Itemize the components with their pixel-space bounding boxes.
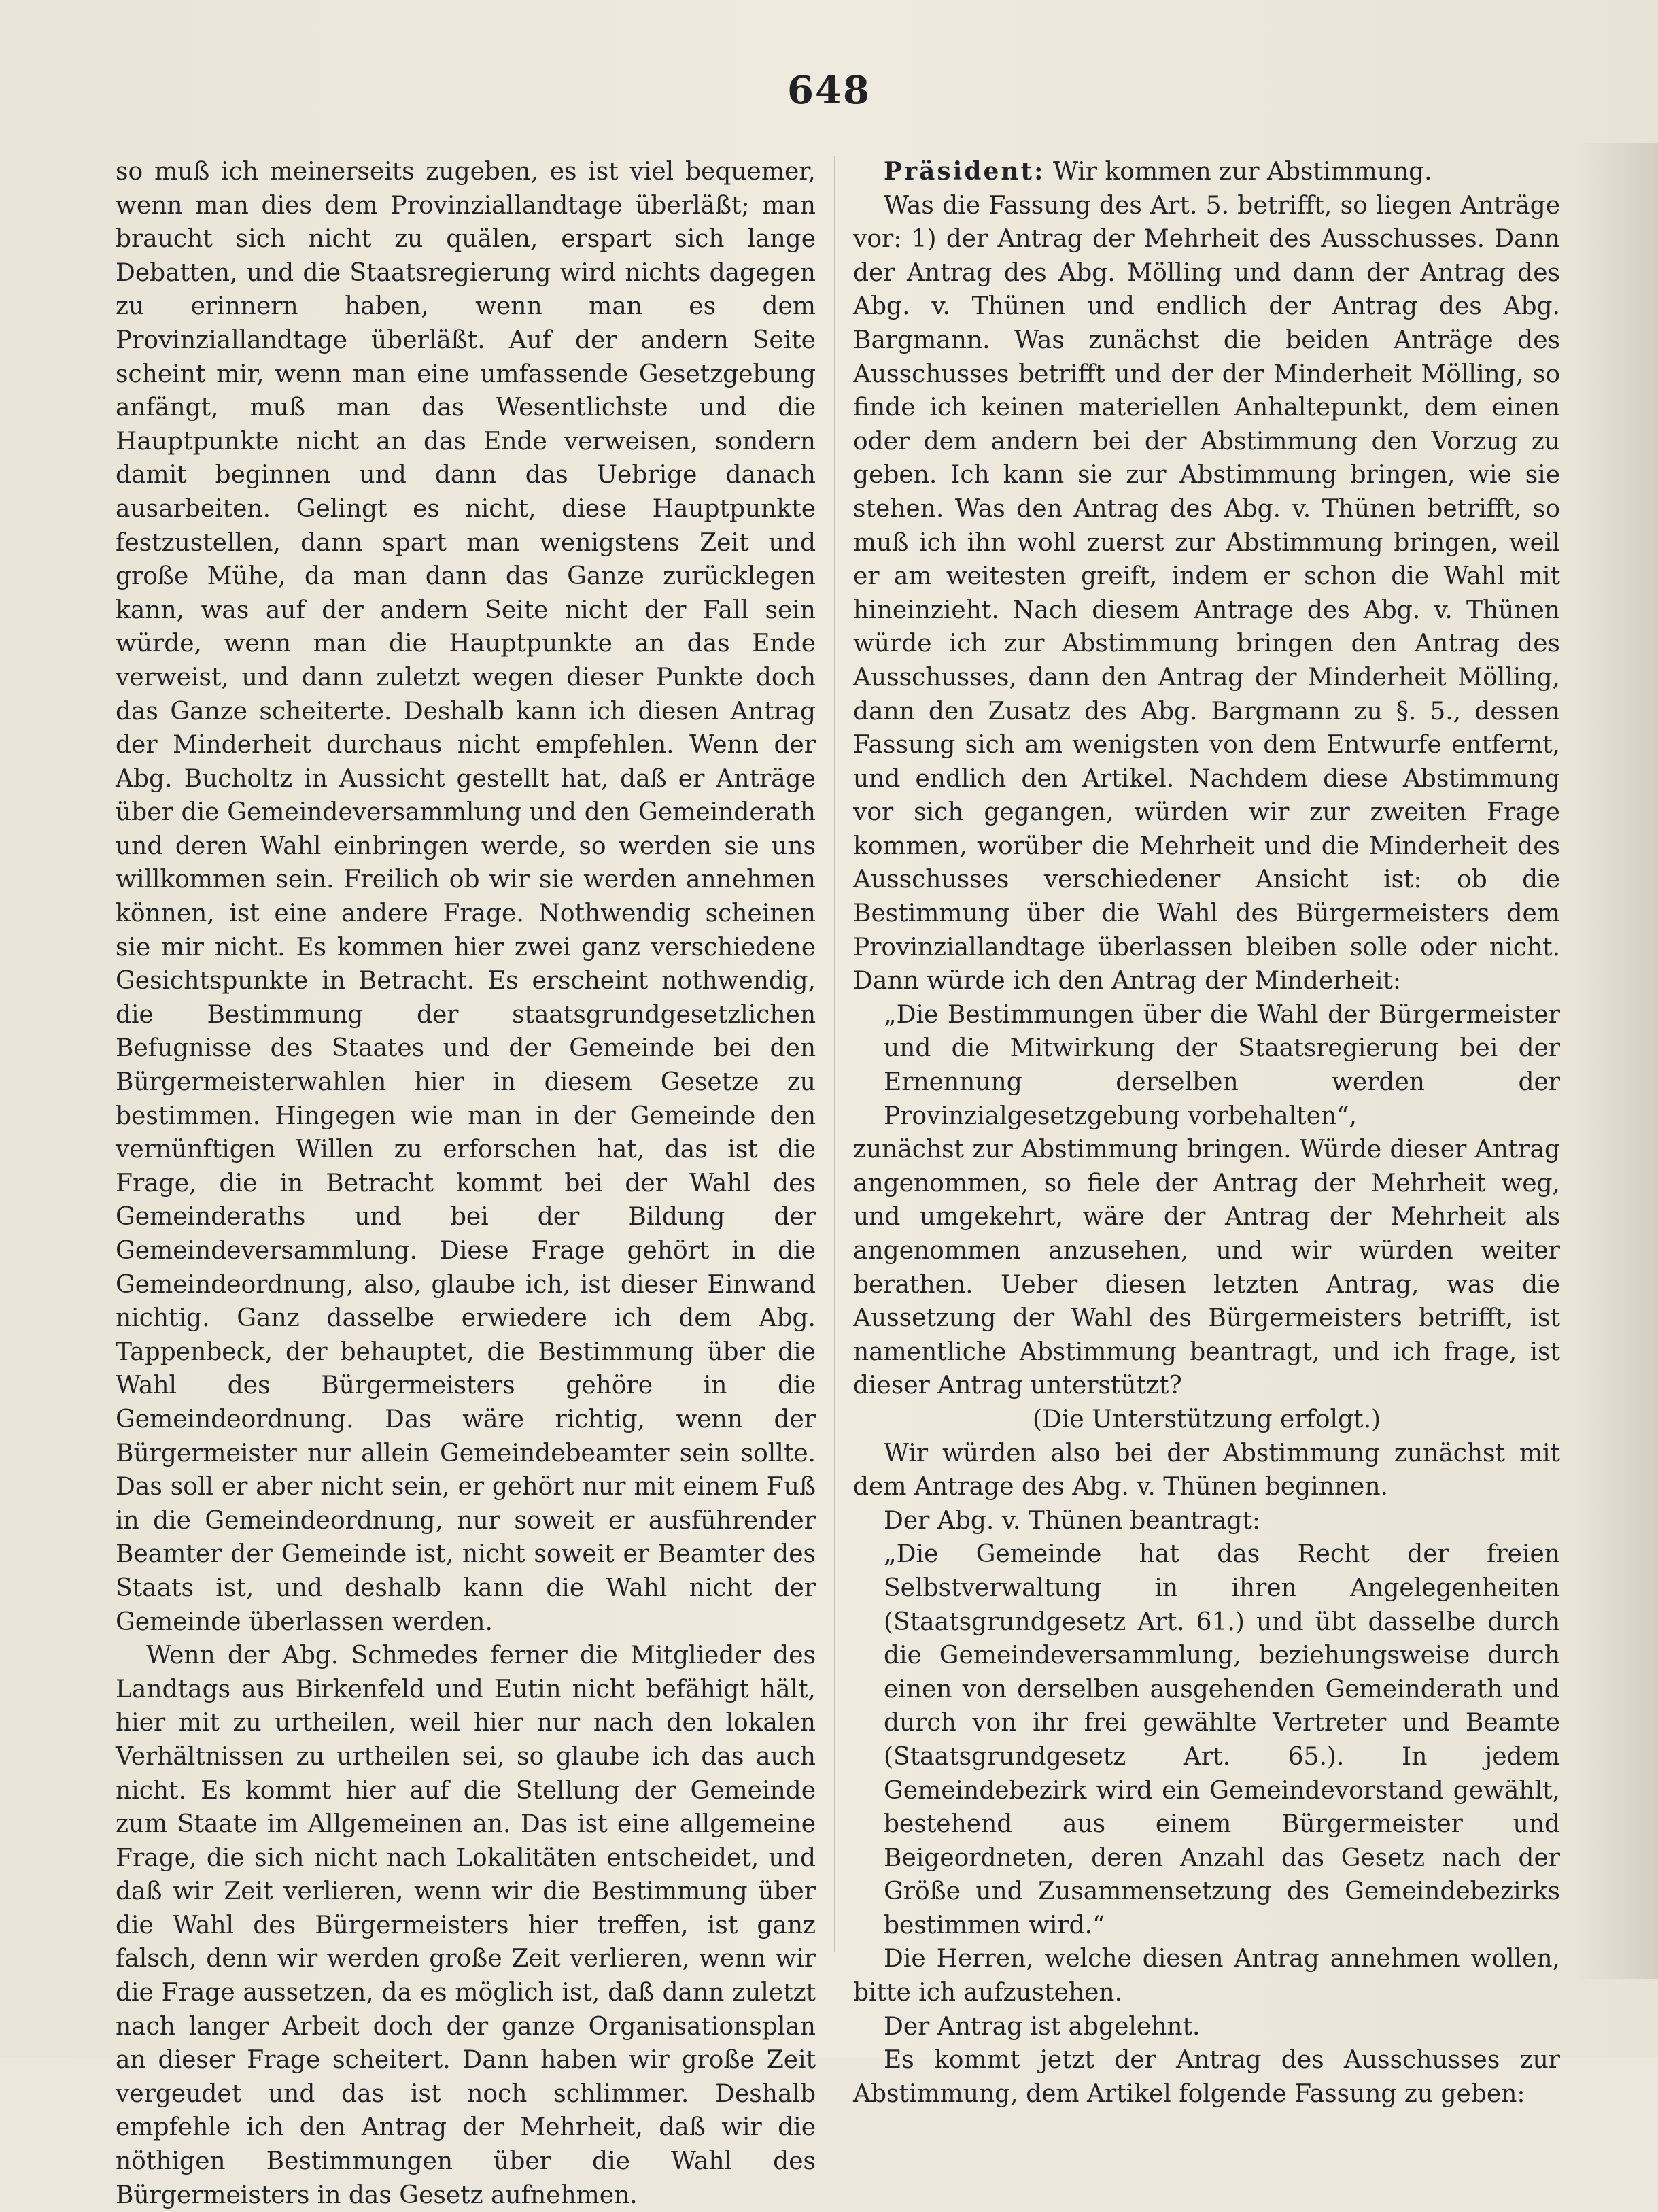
left-paragraph-2: Wenn der Abg. Schmedes ferner die Mitglieder des Landtags aus Birkenfeld und Eutin nicht befähigt hält, hier mit zu urtheilen, weil hier nur nach den lokalen Verhältnissen zu urtheilen sei, so glaube ich das auch nicht. Es kommt hier auf die Stellung der Gemeinde zum Staate im Allgemeinen an. Das ist eine allgemeine Frage, die sich nicht nach Lokalitäten entscheidet, und daß wir Zeit verlieren, wenn wir die Bestimmung über die Wahl des Bürgermeisters hier treffen, ist ganz falsch, denn wir werden große Zeit verlieren, wenn wir die Frage aussetzen, da es möglich ist, daß dann zuletzt nach langer Arbeit doch der ganze Organisationsplan an dieser Frage scheitert. Dann haben wir große Zeit vergeudet und das ist noch schlimmer. Deshalb empfehle ich den Antrag der Mehrheit, daß wir die nöthigen Bestimmungen über die Wahl des Bürgermeisters in das Gesetz aufnehmen. [116, 1641, 816, 2209]
president-statement [853, 155, 1560, 189]
right-paragraph-3: Wir würden also bei der Abstimmung zunächst mit dem Antrage des Abg. v. Thünen beginnen. [853, 1439, 1560, 1501]
president-opening: Wir kommen zur Abstimmung. [1052, 158, 1432, 186]
quoted-motion-thuenen: „Die Gemeinde hat das Recht der freien Selbstverwaltung in ihren Angelegenheiten (Staatsgrundgesetz Art. 61.) und übt dasselbe durch die Gemeindeversammlung, beziehungsweise durch einen von derselben ausgehenden Gemeinderath und durch von ihr frei gewählte Vertreter und Beamte (Staatsgrundgesetz Art. 65.). In jedem Gemeindebezirk wird ein Gemeindevorstand gewählt, bestehend aus einem Bürgermeister und Beigeordneten, deren Anzahl das Gesetz nach der Größe und Zusammensetzung des Gemeindebezirks bestimmen wird.“ [884, 1540, 1560, 1939]
page-number: 648 [787, 68, 871, 113]
right-paragraph-4: Der Abg. v. Thünen beantragt: [884, 1506, 1261, 1535]
support-note: (Die Unterstützung erfolgt.) [1032, 1405, 1381, 1433]
left-paragraph-1: so muß ich meinerseits zugeben, es ist viel bequemer, wenn man dies dem Provinziallandtage überläßt; man braucht sich nicht zu quälen, erspart sich lange Debatten, und die Staatsregierung wird nichts dagegen zu erinnern haben, wenn man es dem Provinziallandtage überläßt. Auf der andern Seite scheint mir, wenn man eine umfassende Gesetzgebung anfängt, muß man das Wesentlichste und die Hauptpunkte nicht an das Ende verweisen, sondern damit beginnen und dann das Uebrige danach ausarbeiten. Gelingt es nicht, diese Hauptpunkte festzustellen, dann spart man wenigstens Zeit und große Mühe, da man dann das Ganze zurücklegen kann, was auf der andern Seite nicht der Fall sein würde, wenn man die Hauptpunkte an das Ende verweist, und dann zuletzt wegen dieser Punkte doch das Ganze scheiterte. Deshalb kann ich diesen Antrag der Minderheit durchaus nicht empfehlen. Wenn der Abg. Bucholtz in Aussicht gestellt hat, daß er Anträge über die Gemeindeversammlung und den Gemeinderath und deren Wahl einbringen werde, so werden sie uns willkommen sein. Freilich ob wir sie werden annehmen können, ist eine andere Frage. Nothwendig scheinen sie mir nicht. Es kommen hier zwei ganz verschiedene Gesichtspunkte in Betracht. Es erscheint nothwendig, die Bestimmung der staatsgrundgesetzlichen Befugnisse des Staates und der Gemeinde bei den Bürgermeisterwahlen hier in diesem Gesetze zu bestimmen. Hingegen wie man in der Gemeinde den vernünftigen Willen zu erforschen hat, das ist die Frage, die in Betracht kommt bei der Wahl des Gemeinderaths und bei der Bildung der Gemeindeversammlung. Diese Frage gehört in die Gemeindeordnung, also, glaube ich, ist dieser Einwand nichtig. Ganz dasselbe erwiedere ich dem Abg. Tappenbeck, der behauptet, die Bestimmung über die Wahl des Bürgermeisters gehöre in die Gemeindeordnung. Das wäre richtig, wenn der Bürgermeister nur allein Gemeindebeamter sein sollte. Das soll er aber nicht sein, er gehört nur mit einem Fuß in die Gemeindeordnung, nur soweit er ausführender Beamter der Gemeinde ist, nicht soweit er Beamter des Staats ist, und deshalb kann die Wahl nicht der Gemeinde überlassen werden. [116, 158, 816, 1636]
page-edge-shadow [1576, 143, 1658, 1979]
right-paragraph-1: Was die Fassung des Art. 5. betrifft, so liegen Anträge vor: 1) der Antrag der Mehrheit des Ausschusses. Dann der Antrag des Abg. Mölling und dann der Antrag des Abg. v. Thünen und endlich der Antrag des Abg. Bargmann. Was zunächst die beiden Anträge des Ausschusses betrifft und der der Minderheit Mölling, so finde ich keinen materiellen Anhaltepunkt, dem einen oder dem andern bei der Abstimmung den Vorzug zu geben. Ich kann sie zur Abstimmung bringen, wie sie stehen. Was den Antrag des Abg. v. Thünen betrifft, so muß ich ihn wohl zuerst zur Abstimmung bringen, weil er am weitesten greift, indem er schon die Wahl mit hineinzieht. Nach diesem Antrage des Abg. v. Thünen würde ich zur Abstimmung bringen den Antrag des Ausschusses, dann den Antrag der Minderheit Mölling, dann den Zusatz des Abg. Bargmann zu §. 5., dessen Fassung sich am wenigsten von dem Entwurfe entfernt, und endlich den Artikel. Nachdem diese Abstimmung vor sich gegangen, würden wir zur zweiten Frage kommen, worüber die Mehrheit und die Minderheit des Ausschusses verschiedener Ansicht ist: ob die Bestimmung über die Wahl des Bürgermeisters dem Provinziallandtage überlassen bleiben solle oder nicht. Dann würde ich den Antrag der Minderheit: [853, 191, 1560, 996]
right-paragraph-7: Es kommt jetzt der Antrag des Ausschusses zur Abstimmung, dem Artikel folgende Fassung zu geben: [853, 2046, 1560, 2108]
speaker-label: Präsident: [884, 157, 1046, 186]
right-paragraph-5: Die Herren, welche diesen Antrag annehmen wollen, bitte ich aufzustehen. [853, 1945, 1560, 2007]
quoted-motion-minority: „Die Bestimmungen über die Wahl der Bürgermeister und die Mitwirkung der Staatsregierung bei der Ernennung derselben werden der Provinzialgesetzgebung vorbehalten“, [884, 1000, 1560, 1130]
column-divider [834, 156, 835, 1952]
right-paragraph-6: Der Antrag ist abgelehnt. [884, 2012, 1201, 2041]
right-paragraph-2: zunächst zur Abstimmung bringen. Würde dieser Antrag angenommen, so fiele der Antrag der Mehrheit weg, und umgekehrt, wäre der Antrag der Mehrheit als angenommen anzusehen, und wir würden weiter berathen. Ueber diesen letzten Antrag, was die Aussetzung der Wahl des Bürgermeisters betrifft, ist namentliche Abstimmung beantragt, und ich frage, ist dieser Antrag unterstützt? [853, 1136, 1560, 1400]
right-column [853, 155, 1560, 2111]
left-column [116, 155, 816, 2212]
